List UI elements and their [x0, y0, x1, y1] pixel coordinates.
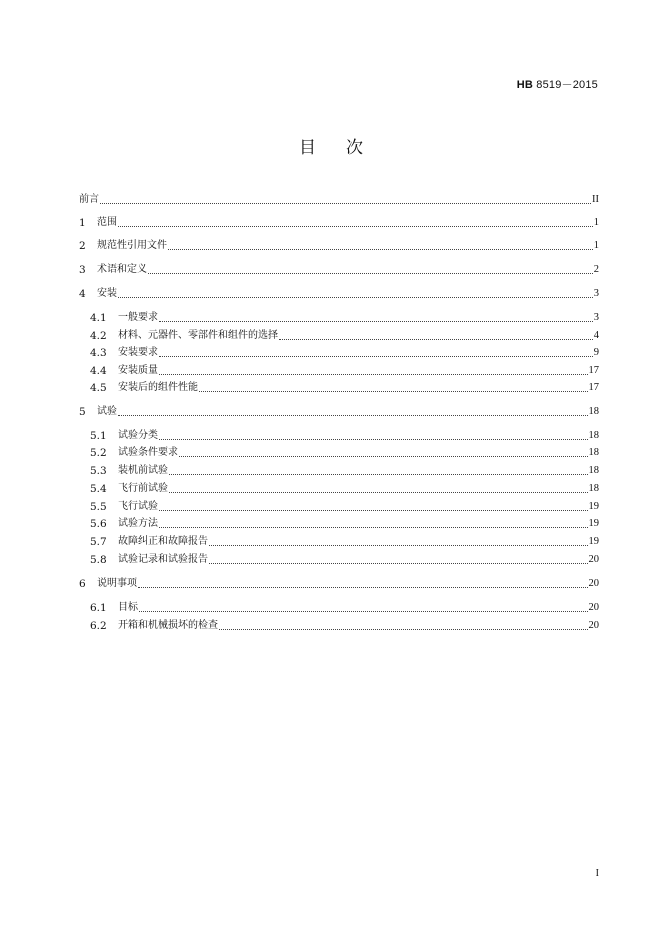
toc-entry-page: 18	[588, 483, 599, 494]
toc-entry-title: 术语和定义	[97, 264, 147, 275]
toc-entry[interactable]	[90, 429, 599, 443]
toc-entry-number: 5.6	[90, 518, 107, 530]
toc-dot-leader	[100, 202, 591, 204]
toc-dot-leader	[168, 248, 593, 250]
page-title: 目次	[299, 138, 393, 158]
toc-entry-page: 1	[593, 240, 599, 251]
toc-entry-title: 试验	[97, 406, 117, 417]
toc-entry[interactable]	[79, 216, 599, 230]
toc-entry-page: 18	[588, 447, 599, 458]
toc-entry-page: 20	[588, 578, 599, 589]
toc-entry-number: 5.4	[90, 483, 107, 495]
toc-entry-title: 安装质量	[118, 365, 158, 376]
toc-dot-leader	[159, 355, 593, 357]
toc-entry-number: 5.1	[90, 430, 107, 442]
toc-entry-page: 4	[593, 330, 599, 341]
toc-entry-title: 目标	[118, 602, 138, 613]
toc-entry-page: 17	[588, 365, 599, 376]
toc-entry[interactable]	[90, 311, 599, 325]
toc-entry-page: 2	[593, 264, 599, 275]
toc-entry-number: 5.5	[90, 501, 107, 513]
toc-entry[interactable]	[90, 553, 599, 567]
toc-dot-leader	[169, 491, 588, 493]
toc-entry[interactable]	[90, 381, 599, 395]
toc-dot-leader	[179, 455, 588, 457]
toc-entry-page: 18	[588, 465, 599, 476]
toc-entry-page: 20	[588, 620, 599, 631]
toc-entry-title: 飞行前试验	[118, 483, 168, 494]
toc-entry-page: 3	[593, 312, 599, 323]
toc-entry-page: 19	[588, 501, 599, 512]
standard-code	[517, 76, 598, 92]
toc-dot-leader	[159, 438, 588, 440]
toc-entry-number: 6.2	[90, 620, 107, 632]
standard-number: 8519－2015	[536, 79, 598, 91]
toc-entry-number: 3	[79, 264, 86, 276]
toc-entry-number: 5	[79, 406, 86, 418]
toc-dot-leader	[209, 562, 588, 564]
toc-entry-number: 5.3	[90, 465, 107, 477]
toc-dot-leader	[118, 414, 588, 416]
toc-entry[interactable]	[90, 619, 599, 633]
toc-entry[interactable]	[90, 446, 599, 460]
toc-entry-title: 材料、元器件、零部件和组件的选择	[118, 330, 278, 341]
toc-entry-title: 一般要求	[118, 312, 158, 323]
toc-entry[interactable]	[79, 263, 599, 277]
toc-entry-number: 1	[79, 217, 86, 229]
toc-dot-leader	[148, 272, 593, 274]
toc-dot-leader	[159, 526, 588, 528]
toc-entry-title: 开箱和机械损坏的检查	[118, 620, 218, 631]
toc-entry-number: 5.7	[90, 536, 107, 548]
toc-dot-leader	[209, 544, 588, 546]
toc-entry-title: 安装	[97, 288, 117, 299]
toc-entry-number: 4.5	[90, 382, 107, 394]
toc-dot-leader	[138, 586, 588, 588]
toc-entry-page: 3	[593, 288, 599, 299]
toc-entry-number: 4.1	[90, 312, 107, 324]
toc-entry-number: 4	[79, 288, 86, 300]
toc-entry[interactable]	[79, 577, 599, 591]
toc-entry-title: 试验条件要求	[118, 447, 178, 458]
toc-entry-title: 安装后的组件性能	[118, 382, 198, 393]
toc-entry-title: 规范性引用文件	[97, 240, 167, 251]
toc-entry-page: 19	[588, 518, 599, 529]
toc-entry[interactable]	[79, 193, 599, 207]
toc-entry[interactable]	[79, 239, 599, 253]
toc-entry-page: 18	[588, 430, 599, 441]
toc-entry-number: 6	[79, 578, 86, 590]
toc-entry-number: 5.8	[90, 554, 107, 566]
toc-entry[interactable]	[90, 500, 599, 514]
toc-dot-leader	[118, 225, 593, 227]
toc-entry[interactable]	[90, 329, 599, 343]
toc-entry-title: 试验记录和试验报告	[118, 554, 208, 565]
toc-dot-leader	[159, 509, 588, 511]
toc-entry-page: 19	[588, 536, 599, 547]
toc-entry-page: 20	[588, 554, 599, 565]
toc-dot-leader	[279, 338, 593, 340]
toc-entry-title: 故障纠正和故障报告	[118, 536, 208, 547]
toc-entry-title: 装机前试验	[118, 465, 168, 476]
toc-entry-title: 试验方法	[118, 518, 158, 529]
toc-entry-number: 4.3	[90, 347, 107, 359]
toc-dot-leader	[159, 373, 588, 375]
toc-entry-page: 17	[588, 382, 599, 393]
toc-entry-title: 说明事项	[97, 578, 137, 589]
toc-entry-page: 18	[588, 406, 599, 417]
toc-entry[interactable]	[79, 405, 599, 419]
toc-entry-title: 飞行试验	[118, 501, 158, 512]
toc-entry[interactable]	[90, 601, 599, 615]
toc-entry-number: 2	[79, 240, 86, 252]
toc-entry[interactable]	[90, 346, 599, 360]
toc-entry[interactable]	[90, 535, 599, 549]
toc-entry-number: 4.2	[90, 330, 107, 342]
toc-entry-title: 前言	[79, 194, 99, 205]
toc-entry-page: 20	[588, 602, 599, 613]
toc-dot-leader	[118, 296, 593, 298]
toc-dot-leader	[199, 390, 588, 392]
toc-entry-title: 试验分类	[118, 430, 158, 441]
toc-dot-leader	[169, 473, 588, 475]
toc-entry[interactable]	[90, 464, 599, 478]
toc-entry[interactable]	[90, 517, 599, 531]
toc-entry-title: 安装要求	[118, 347, 158, 358]
page-folio: I	[595, 868, 599, 879]
toc-entry-number: 4.4	[90, 365, 107, 377]
toc-entry[interactable]	[90, 364, 599, 378]
toc-dot-leader	[159, 320, 593, 322]
toc-entry-title: 范围	[97, 217, 117, 228]
toc-dot-leader	[139, 610, 588, 612]
toc-entry-page: II	[592, 194, 599, 205]
toc-entry-number: 5.2	[90, 447, 107, 459]
standard-prefix: HB	[516, 79, 533, 91]
toc-entry-page: 9	[593, 347, 599, 358]
toc-entry-number: 6.1	[90, 602, 107, 614]
toc-dot-leader	[219, 628, 588, 630]
toc-entry[interactable]	[90, 482, 599, 496]
toc-entry-page: 1	[593, 217, 599, 228]
toc-entry[interactable]	[79, 287, 599, 301]
